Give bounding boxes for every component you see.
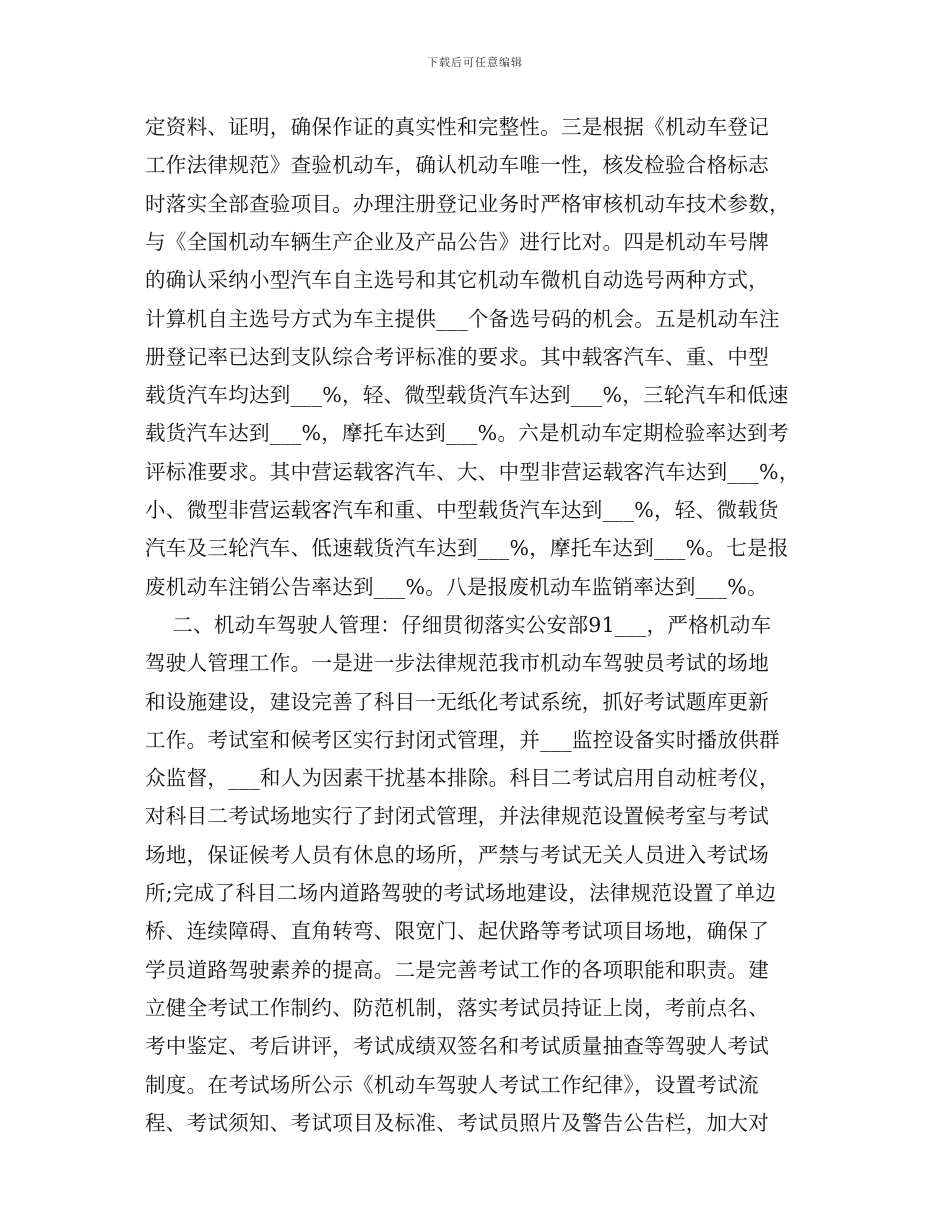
- text-line: 桥、连续障碍、直角转弯、限宽门、起伏路等考试项目场地，确保了: [145, 919, 769, 944]
- text-line: 程、考试须知、考试项目及标准、考试员照片及警告公告栏，加大对: [145, 1110, 769, 1135]
- text-line: 场地，保证候考人员有休息的场所，严禁与考试无关人员进入考试场: [145, 842, 769, 867]
- text-line: 学员道路驾驶素养的提高。二是完善考试工作的各项职能和职责。建: [145, 957, 769, 982]
- text-line: 工作。考试室和候考区实行封闭式管理，并___监控设备实时播放供群: [145, 727, 780, 752]
- text-line: 所;完成了科目二场内道路驾驶的考试场地建设，法律规范设置了单边: [145, 881, 777, 905]
- text-line: 评标准要求。其中营运载客汽车、大、中型非营运载客汽车达到___%，: [145, 459, 800, 484]
- text-line: 二、机动车驾驶人管理：仔细贯彻落实公安部91___，严格机动车: [145, 612, 772, 637]
- text-line: 的确认采纳小型汽车自主选号和其它机动车微机自动选号两种方式，: [145, 268, 769, 293]
- text-line: 汽车及三轮汽车、低速载货汽车达到___%，摩托车达到___%。七是报: [145, 536, 789, 561]
- text-line: 立健全考试工作制约、防范机制，落实考试员持证上岗，考前点名、: [145, 995, 769, 1020]
- text-line: 定资料、证明，确保作证的真实性和完整性。三是根据《机动车登记: [145, 115, 769, 139]
- text-line: 时落实全部查验项目。办理注册登记业务时严格审核机动车技术参数，: [145, 191, 790, 216]
- text-line: 对科目二考试场地实行了封闭式管理，并法律规范设置候考室与考试: [145, 804, 769, 829]
- text-line: 废机动车注销公告率达到___%。八是报废机动车监销率达到___%。: [145, 574, 768, 599]
- text-line: 计算机自主选号方式为车主提供___个备选号码的机会。五是机动车注: [145, 306, 780, 331]
- text-line: 载货汽车达到___%，摩托车达到___%。六是机动车定期检验率达到考: [145, 421, 789, 446]
- page-header: 下载后可任意编辑: [427, 56, 523, 69]
- text-line: 众监督，___和人为因素干扰基本排除。科目二考试启用自动桩考仪，: [145, 766, 780, 791]
- text-line: 册登记率已达到支队综合考评标准的要求。其中载客汽车、重、中型: [145, 344, 769, 369]
- text-line: 小、微型非营运载客汽车和重、中型载货汽车达到___%，轻、微载货: [145, 498, 779, 522]
- text-line: 驾驶人管理工作。一是进一步法律规范我市机动车驾驶员考试的场地: [145, 651, 769, 676]
- text-line: 考中鉴定、考后讲评，考试成绩双签名和考试质量抽查等驾驶人考试: [145, 1034, 769, 1059]
- text-line: 制度。在考试场所公示《机动车驾驶人考试工作纪律》，设置考试流: [145, 1072, 759, 1097]
- text-line: 与《全国机动车辆生产企业及产品公告》进行比对。四是机动车号牌: [145, 229, 769, 254]
- text-line: 工作法律规范》查验机动车，确认机动车唯一性，核发检验合格标志: [145, 153, 769, 178]
- text-line: 载货汽车均达到___%，轻、微型载货汽车达到___%，三轮汽车和低速: [145, 383, 789, 408]
- text-line: 和设施建设，建设完善了科目一无纸化考试系统，抓好考试题库更新: [145, 689, 769, 714]
